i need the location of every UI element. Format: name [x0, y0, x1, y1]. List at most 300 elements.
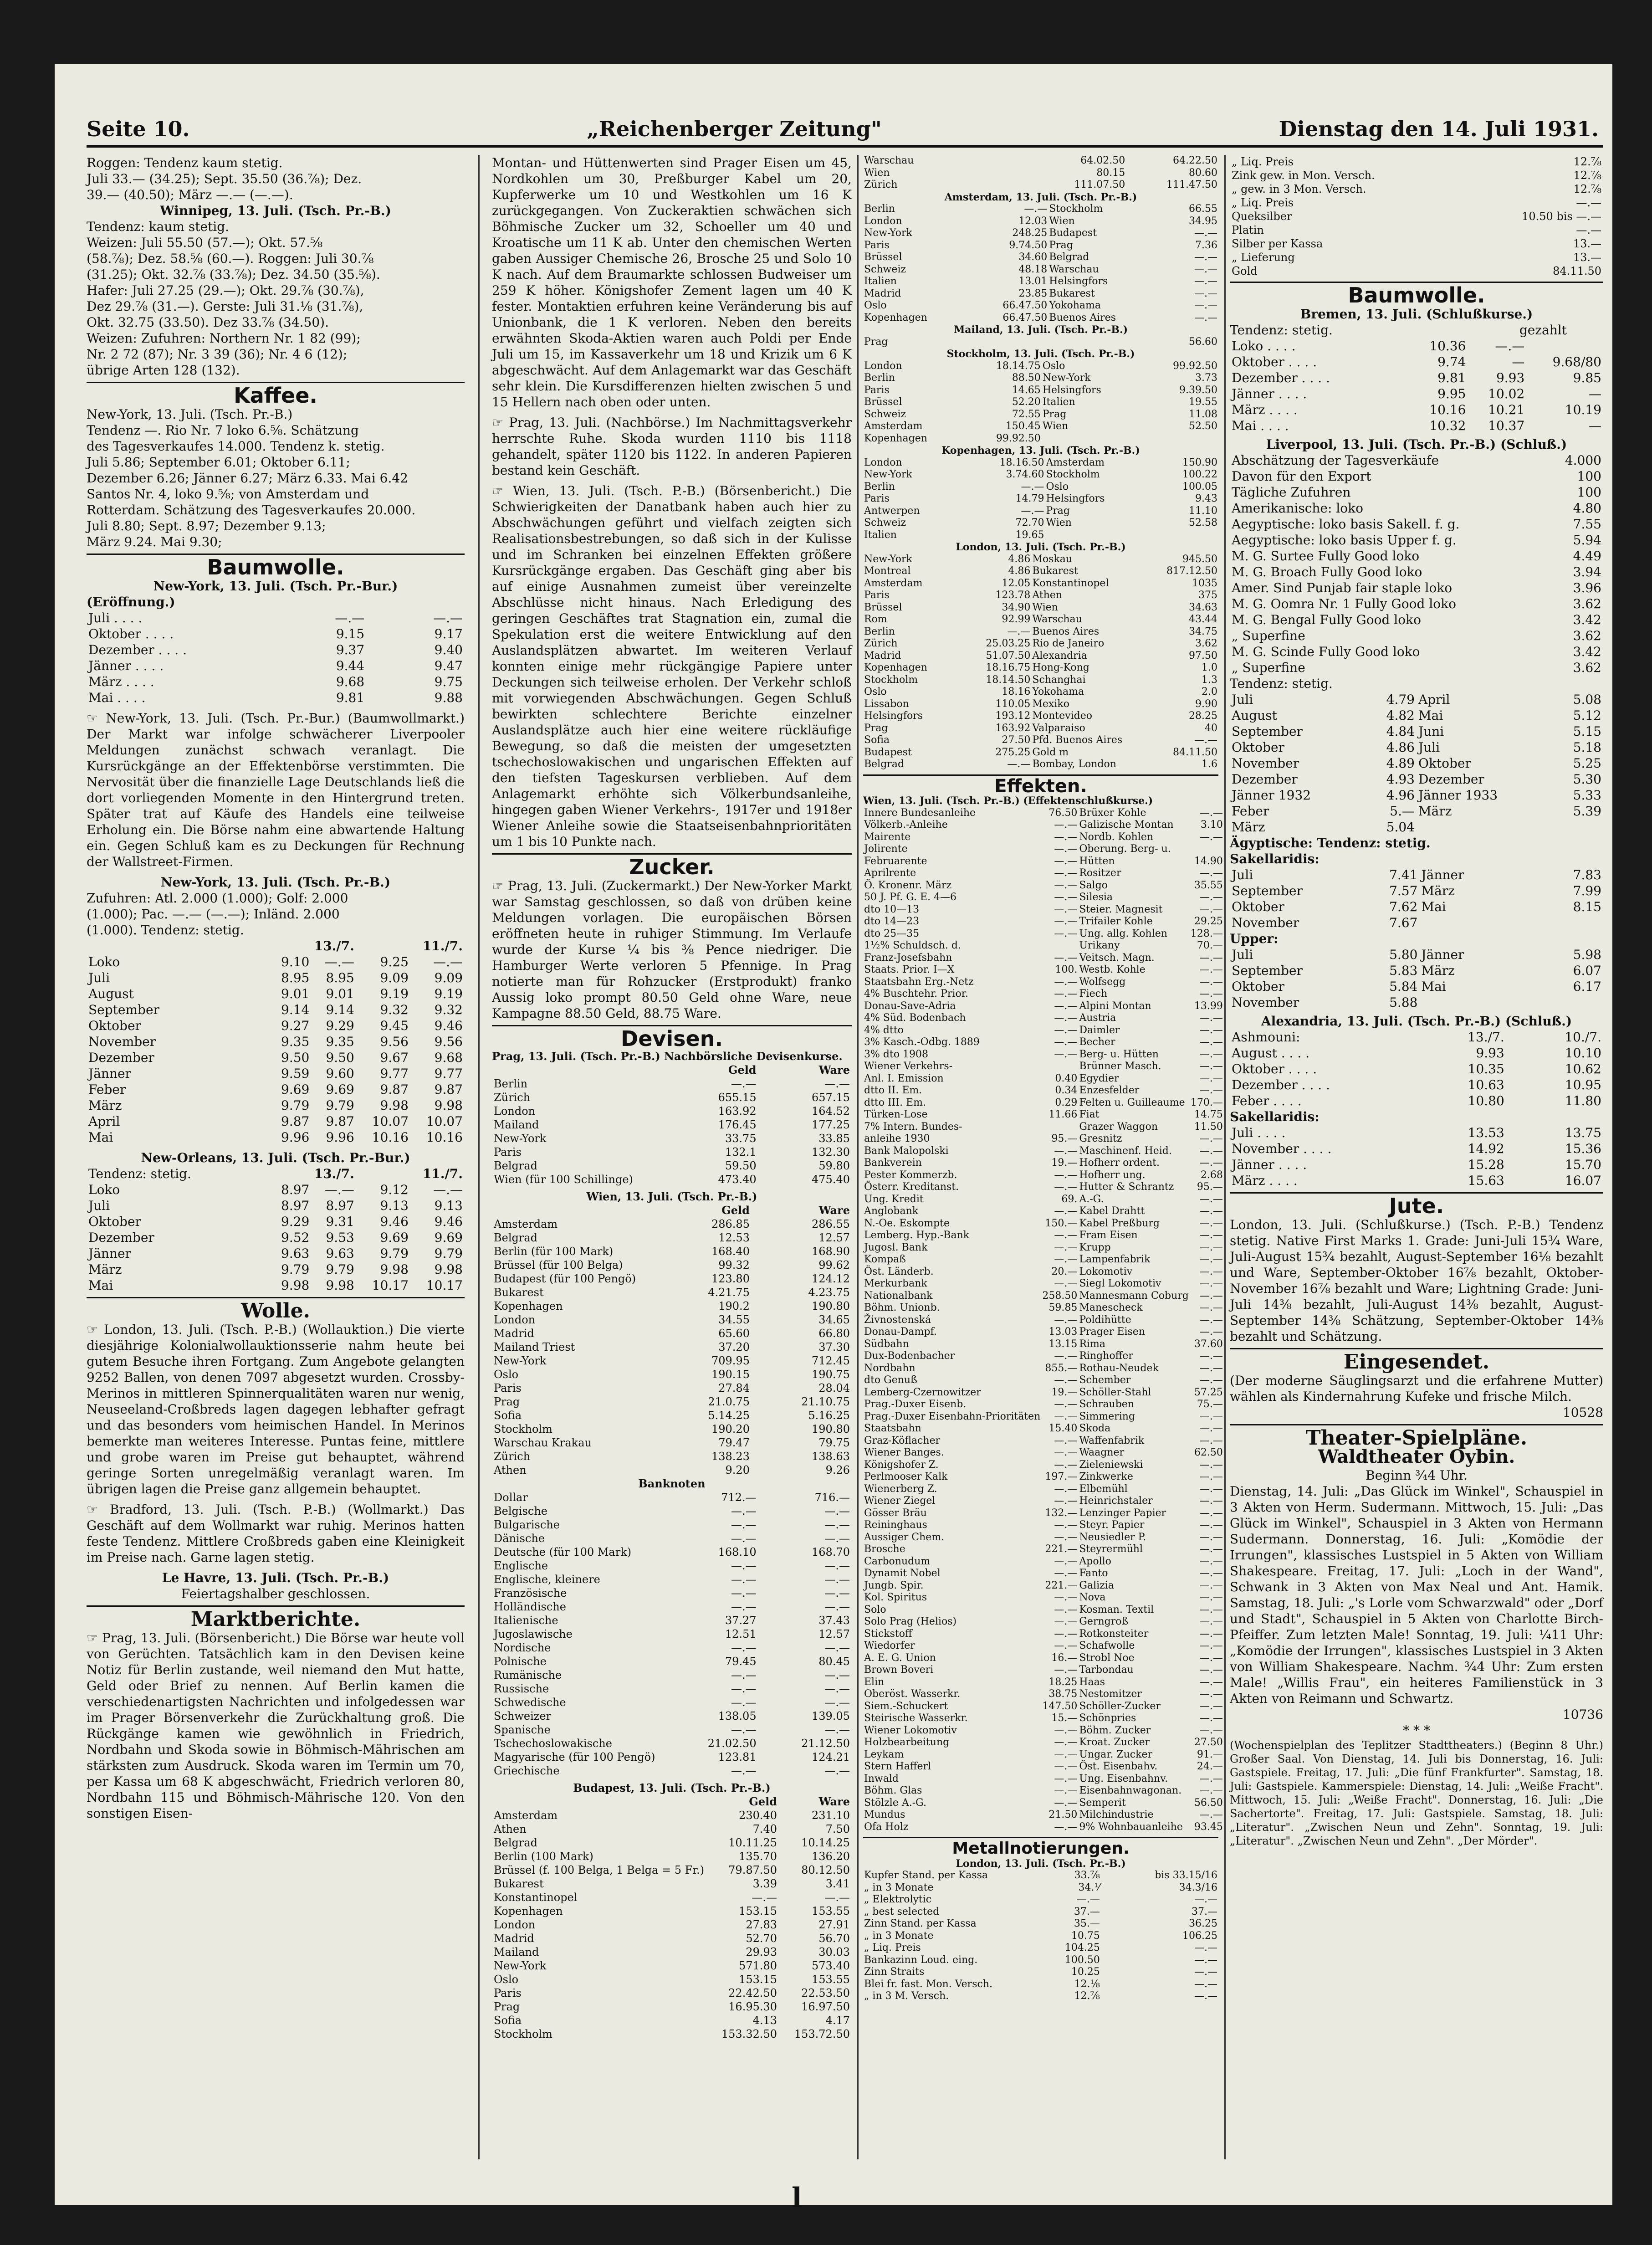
table-row [492, 1668, 852, 1682]
table-label-cell: Maschinenf. Heid. [1079, 1145, 1172, 1157]
table-label-cell: Oslo [494, 1368, 519, 1381]
table-row [863, 1954, 1218, 1967]
table-label-cell: Oslo [864, 300, 887, 311]
table-value-cell: —.— [1199, 1302, 1223, 1313]
table-label-cell: Steirische Wasserkr. [864, 1712, 968, 1724]
table-value-cell: 124.12 [812, 1272, 850, 1285]
table-value-cell: 9.13 [434, 1198, 463, 1213]
table-value-cell: 8.97 [281, 1182, 310, 1197]
table-value-cell: 9.12 [380, 1182, 409, 1197]
table-row [1230, 628, 1603, 644]
table-row [863, 1664, 1224, 1676]
table-row [863, 505, 1218, 518]
table-value-cell: 190.20 [711, 1423, 750, 1435]
table-value-cell: 168.90 [812, 1245, 850, 1258]
table-label-cell: Helsingfors [864, 710, 923, 722]
winnipeg-line: Nr. 2 72 (87); Nr. 3 39 (36); Nr. 4 6 (12); [87, 347, 348, 362]
table-label-cell: Prag [1046, 505, 1070, 517]
table-label-cell: Kroat. Zucker [1079, 1737, 1150, 1748]
table-label-cell: Pfd. Buenos Aires [1032, 734, 1123, 746]
table-value-cell: 37.60 [1194, 1338, 1223, 1350]
table-label-cell: Amsterdam [494, 1809, 558, 1822]
table-row [1230, 237, 1603, 251]
table-row [863, 1459, 1224, 1471]
table-label-cell: Italien [864, 529, 897, 541]
table-row [863, 1580, 1224, 1592]
table-label-cell: Schweiz [864, 517, 906, 528]
table-value-cell [1571, 915, 1603, 931]
table-value-cell: 11.08 [1189, 408, 1217, 420]
table-label-cell [1419, 994, 1571, 1010]
table-row [492, 1641, 852, 1655]
table-label-cell: Leykam [864, 1748, 904, 1760]
table-value-cell: 9.90 [1195, 698, 1217, 710]
table-label-cell: Stickstoff [864, 1628, 912, 1640]
table-value-cell: —.— [1199, 976, 1223, 988]
table-label-cell: M. G. Bengal Fully Good loko [1232, 612, 1421, 627]
table-value-cell: 34.3/16 [1179, 1881, 1217, 1893]
table-row [863, 240, 1218, 252]
devisen-wien-table [492, 1204, 852, 1477]
table-label-cell: Hofherr ung. [1079, 1169, 1146, 1181]
table-row [863, 1761, 1224, 1773]
table-value-cell: 64.22.50 [1173, 155, 1217, 166]
markt-text: ☞ Prag, 13. Juli. (Börsenbericht.) Die Börse war heute voll von Gerüchten. Tatsächlich kam in den Devisen keine Notiz für Berlin zustande, weil niemand den Mut hatte, Geld oder Brief zu nennen. Auf Berlin kamen die verschiedenartigsten Nachrichten und infolgedessen war im Prager Börsenverkehr die Zurückhaltung groß. Die Rückgänge kamen wie gewöhnlich in Friedrich, Nordbahn und Skoda sowie in Böhmisch-Mährischen am stärksten zum Ausdruck. Skoda waren im Termin um 70, per Kassa um 68 K abgeschwächt, Friedrich verloren 80, Nordbahn 115 und Böhmisch-Mährische 120. Von den sonstigen Eisen- [87, 1630, 465, 1821]
table-label-cell: Bulgarische [494, 1518, 560, 1531]
table-label-cell: Apollo [1079, 1555, 1111, 1567]
table-value-cell: 27.84 [718, 1382, 750, 1394]
table-value-cell: 80.45 [818, 1655, 850, 1668]
table-value-cell: 9.46 [434, 1018, 463, 1033]
table-row [1230, 1125, 1603, 1141]
table-label-cell: Strobl Noe [1079, 1652, 1135, 1664]
table-row [863, 1737, 1224, 1749]
table-label-cell: Belgrad [1049, 251, 1089, 263]
table-row [492, 1159, 852, 1173]
table-value-cell: 9.10 [281, 954, 310, 969]
table-label-cell: Semperit [1079, 1797, 1126, 1809]
table-value-cell: 4.49 [1573, 548, 1601, 564]
table-value-cell: 197.— [1045, 1471, 1078, 1482]
table-row [863, 1145, 1224, 1158]
table-label-cell: Jänner [1421, 867, 1464, 882]
table-row [863, 819, 1224, 831]
table-value-cell: —.— [1054, 879, 1078, 891]
table-label-cell: April [88, 1114, 120, 1129]
table-row [863, 481, 1218, 493]
liverpool-tendenz: Tendenz: stetig. [1230, 676, 1333, 691]
table-value-cell: 13.01 [1018, 276, 1048, 287]
table-value-cell: 75.— [1197, 1399, 1223, 1410]
table-label-cell: Italien [1042, 396, 1075, 408]
table-value-cell: 4.000 [1565, 453, 1601, 468]
table-row [492, 1077, 852, 1091]
table-value-cell: —.— [1054, 867, 1078, 879]
table-label-cell: April [1418, 692, 1450, 707]
table-label-cell: Oberung. Berg- u. [1079, 843, 1171, 855]
table-value-cell: —.— [1054, 1519, 1078, 1531]
table-value-cell: 655.15 [718, 1091, 757, 1104]
table-row [1230, 755, 1603, 771]
table-value-cell: 4.89 [1386, 756, 1415, 771]
table-row [1230, 963, 1603, 979]
table-label-cell: Jungb. Spir. [864, 1579, 924, 1591]
table-value-cell: 18.16.75 [986, 662, 1031, 673]
table-label-cell: September [88, 1002, 159, 1017]
table-value-cell: 12.⅞ [1573, 155, 1601, 168]
table-label-cell: Kol. Spiritus [864, 1592, 927, 1603]
table-label-cell: London [864, 360, 902, 372]
table-label-cell: November [1232, 915, 1299, 930]
table-label-cell: Kosman. Textil [1079, 1604, 1154, 1615]
table-value-cell: 22.42.50 [728, 1987, 777, 1999]
table-value-cell: —.— [1054, 903, 1078, 915]
table-header-row [87, 1166, 465, 1182]
table-label-cell: Dynamit Nobel [864, 1568, 941, 1579]
table-row [1230, 819, 1603, 835]
table-value-cell: 221.— [1045, 1579, 1078, 1591]
table-row [1230, 370, 1603, 386]
table-value-cell: —.— [1199, 1205, 1223, 1217]
table-value-cell: 19.— [1051, 1386, 1078, 1398]
table-value-cell: —.— [1199, 1036, 1223, 1048]
table-value-cell: 9.19 [434, 986, 463, 1001]
table-value-cell: 9.93 [1476, 1046, 1504, 1061]
table-value-cell: —.— [1054, 1773, 1078, 1784]
table-value-cell: 139.05 [812, 1710, 850, 1722]
jute-title: Jute. [1389, 1194, 1444, 1218]
ny-cotton-sub: (Eröffnung.) [87, 595, 175, 610]
table-value-cell: 153.55 [812, 1973, 850, 1986]
table-value-cell: 132.— [1045, 1507, 1078, 1519]
table-row [863, 1568, 1224, 1580]
table-label-cell: Holländische [494, 1600, 566, 1613]
table-label-cell: Berg- u. Hütten [1079, 1048, 1159, 1060]
table-label-cell: Steyrermühl [1079, 1543, 1143, 1555]
table-label-cell: Rotkonsteiter [1079, 1628, 1149, 1640]
table-label-cell: Rositzer [1079, 867, 1121, 879]
table-value-cell: 190.80 [812, 1300, 850, 1312]
table-value-cell: —.— [1199, 1410, 1223, 1422]
table-label-cell: Zürich [864, 638, 898, 649]
table-label-cell: Zinkwerke [1079, 1471, 1133, 1482]
table-value-cell: 231.10 [812, 1809, 850, 1822]
table-row [863, 420, 1218, 433]
table-label-cell: Madrid [494, 1932, 534, 1945]
table-value-cell: —.— [1199, 1423, 1223, 1434]
table-value-cell: —.— [1199, 1278, 1223, 1289]
table-row [492, 1504, 852, 1518]
table-value-cell: 9.43 [1195, 493, 1217, 504]
table-value-cell: 9.32 [380, 1002, 409, 1017]
table-value-cell: —.— [1199, 1809, 1223, 1820]
table-value-cell: 5.08 [1573, 692, 1601, 707]
table-label-cell: Dux-Bodenbacher [864, 1350, 955, 1362]
table-value-cell: 0.34 [1055, 1085, 1078, 1096]
table-value-cell: 66.47.50 [1002, 300, 1048, 311]
table-value-cell: —.— [1199, 1495, 1223, 1507]
table-label-cell: Athen [494, 1464, 527, 1476]
table-value-cell: —.— [824, 1587, 850, 1599]
table-value-cell: 9.81 [336, 690, 365, 705]
table-value-cell: 10.16 [1429, 402, 1466, 417]
table-value-cell: 9.69 [326, 1082, 354, 1097]
table-value-cell: 8.15 [1573, 899, 1601, 914]
table-value-cell: 104.25 [1064, 1942, 1100, 1953]
table-value-cell: 66.55 [1189, 203, 1217, 215]
table-row [863, 312, 1218, 324]
table-value-cell: 18.14.50 [986, 674, 1031, 686]
table-label-cell: Jänner [88, 1246, 131, 1261]
table-value-cell: 136.20 [812, 1850, 850, 1863]
table-value-cell: 100 [1577, 485, 1601, 500]
table-value-cell: 4.86 [1008, 565, 1031, 577]
table-label-cell: Lemberg-Czernowitzer [864, 1386, 981, 1398]
table-value-cell: 5.15 [1573, 724, 1601, 739]
table-label-cell: Bankazinn Loud. eing. [864, 1954, 978, 1966]
bremen-table [1230, 338, 1603, 434]
table-value-cell: —.— [1194, 734, 1217, 746]
table-value-cell: —.— [1199, 1048, 1223, 1060]
table-value-cell: —.— [1054, 1483, 1078, 1495]
table-value-cell: —.— [824, 1669, 850, 1681]
table-value-cell: 1035 [1192, 577, 1217, 589]
table-label-cell: Gösser Bräu [864, 1507, 927, 1519]
table-value-cell: 275.25 [995, 746, 1031, 758]
grain-line: 39.— (40.50); März —.— (—.—). [87, 187, 293, 202]
table-label-cell: Veitsch. Magn. [1079, 952, 1155, 964]
table-row [863, 1350, 1224, 1363]
table-row [863, 433, 1218, 445]
table-value-cell: 4.96 [1386, 788, 1415, 803]
table-label-cell: März [1421, 883, 1455, 898]
table-label-cell: Prager Eisen [1079, 1326, 1145, 1338]
table-value-cell: 5.25 [1573, 756, 1601, 771]
table-value-cell: —.— [1054, 1748, 1078, 1760]
table-value-cell: 4.21.75 [708, 1286, 750, 1299]
theater-title: Theater-Spielpläne. [1305, 1426, 1528, 1450]
table-value-cell: 5.39 [1573, 804, 1601, 819]
table-value-cell: 709.95 [711, 1354, 750, 1367]
table-label-cell: Silesia [1079, 892, 1113, 903]
table-value-cell: 3.42 [1573, 644, 1601, 659]
table-row [492, 1491, 852, 1504]
table-value-cell: 5.30 [1573, 772, 1601, 787]
table-value-cell: 12.⅞ [1074, 1990, 1100, 2002]
table-value-cell: 5.14.25 [708, 1409, 750, 1422]
table-value-cell: —.— [1194, 1894, 1217, 1905]
table-value-cell: 1.0 [1202, 662, 1217, 673]
table-value-cell: 93.45 [1194, 1821, 1223, 1833]
table-value-cell: 92.99 [1002, 614, 1031, 625]
column-2 [492, 155, 852, 2159]
table-label-cell: Amsterdam [864, 577, 923, 589]
table-value-cell: 56.50 [1194, 1797, 1223, 1809]
table-value-cell: —.— [1054, 1797, 1078, 1809]
new-orleans-table [87, 1166, 465, 1293]
table-label-cell: Feber [1232, 804, 1269, 819]
table-label-cell: Prag [864, 722, 888, 734]
table-label-cell: Sofia [494, 2014, 522, 2027]
markt-title: Marktberichte. [190, 1608, 361, 1631]
table-value-cell: 10.11.25 [728, 1836, 777, 1849]
table-value-cell: 9.77 [434, 1066, 463, 1081]
table-row [863, 1012, 1224, 1025]
table-label-cell: Rom [864, 614, 887, 625]
amsterdam-table [863, 203, 1218, 324]
table-value-cell: 5.18 [1573, 740, 1601, 755]
table-row [863, 1169, 1224, 1182]
table-row [492, 1145, 852, 1159]
table-row [492, 1904, 852, 1918]
table-label-cell: Lampenfabrik [1079, 1254, 1151, 1265]
table-row [492, 1231, 852, 1245]
table-label-cell: Stockholm [494, 1423, 552, 1435]
table-value-cell: —.— [824, 1723, 850, 1736]
table-label-cell: Kopenhagen [494, 1905, 563, 1917]
table-value-cell: 79.45 [725, 1655, 757, 1668]
table-label-cell: Zink gew. in Mon. Versch. [1232, 169, 1375, 182]
table-label-cell: Ung. allg. Kohlen [1079, 928, 1167, 939]
table-row [863, 1205, 1224, 1218]
table-row [492, 1368, 852, 1381]
table-value-cell: 9.79 [326, 1098, 354, 1113]
table-value-cell: 657.15 [812, 1091, 850, 1104]
table-label-cell: Aegyptische: loko basis Upper f. g. [1232, 533, 1457, 548]
table-row [87, 1261, 465, 1277]
table-value-cell: 15.— [1051, 1712, 1078, 1724]
table-label-cell: dtto III. Em. [864, 1097, 926, 1108]
table-label-cell: September [1232, 963, 1303, 978]
table-label-cell: „ in 3 M. Versch. [864, 1990, 949, 2002]
table-row [863, 1918, 1218, 1930]
table-value-cell: 37.20 [718, 1341, 750, 1353]
table-value-cell: —.— [1199, 1688, 1223, 1700]
table-label-cell: Wien [864, 167, 890, 179]
table-label-cell: Jänner 1932 [1232, 788, 1311, 803]
table-value-cell: 79.75 [818, 1436, 850, 1449]
table-value-cell: 59.85 [1048, 1302, 1078, 1313]
table-value-cell: —.— [1199, 1543, 1223, 1555]
table-label-cell: Zürich [864, 179, 898, 190]
table-row [492, 1986, 852, 2000]
table-label-cell: Valparaiso [1032, 722, 1085, 734]
table-value-cell: —.— [1054, 1459, 1078, 1471]
table-value-cell: 10.37 [1488, 418, 1525, 433]
table-value-cell: 9.77 [380, 1066, 409, 1081]
table-value-cell: 19.65 [1015, 529, 1044, 541]
table-label-cell: Manescheck [1079, 1302, 1143, 1313]
table-value-cell: 28.25 [1189, 710, 1217, 722]
table-value-cell: 30.03 [818, 1946, 850, 1958]
table-value-cell: —.— [1054, 976, 1078, 988]
table-row [87, 1198, 465, 1214]
table-row [492, 1891, 852, 1904]
table-value-cell: 712.— [721, 1491, 757, 1504]
table-label-cell: September [1232, 724, 1303, 739]
section-rule [863, 1837, 1218, 1838]
bremen-tendenz: Tendenz: stetig. [1230, 323, 1333, 338]
table-value-cell: — [1512, 354, 1525, 369]
table-value-cell: 99.32 [718, 1259, 750, 1271]
table-value-cell: —.— [1021, 481, 1044, 492]
table-value-cell: 13.15 [1048, 1338, 1078, 1350]
table-label-cell: Feber . . . . [1232, 1093, 1302, 1108]
table-value-cell: 5.04 [1386, 820, 1415, 835]
winnipeg-heading: Winnipeg, 13. Juli. (Tsch. Pr.-B.) [160, 203, 391, 218]
table-row [492, 1959, 852, 1973]
table-label-cell: Urikany [1079, 940, 1120, 951]
table-label-cell: Oslo [864, 686, 887, 697]
table-value-cell: —.— [824, 1505, 850, 1517]
table-value-cell: 9.50 [281, 1050, 310, 1065]
kaffee-line: Santos Nr. 4, loko 9.⅝; von Amsterdam und [87, 487, 369, 502]
table-row [87, 674, 465, 690]
table-row [87, 1034, 465, 1050]
table-label-cell: Moskau [1032, 553, 1073, 565]
table-label-cell: Stockholm [1046, 469, 1100, 480]
table-row [863, 1990, 1218, 2003]
table-value-cell: 1.6 [1202, 759, 1217, 770]
table-value-cell: —.— [1054, 1447, 1078, 1458]
table-label-cell: „ gew. in 3 Mon. Versch. [1232, 183, 1366, 195]
table-value-cell: 9.79 [380, 1246, 409, 1261]
table-value-cell: 4.23.75 [808, 1286, 850, 1299]
table-value-cell: 10.19 [1565, 402, 1601, 417]
table-row [863, 1242, 1224, 1254]
table-label-cell: Buenos Aires [1032, 625, 1100, 637]
column-rule-2 [857, 155, 859, 2159]
table-label-cell: Nestomitzer [1079, 1688, 1142, 1700]
table-row [1230, 402, 1603, 418]
table-label-cell: Berlin [494, 1077, 528, 1090]
table-label-cell: Montevideo [1032, 710, 1092, 722]
table-label-cell: Mannesmann Coburg [1079, 1290, 1189, 1302]
winnipeg-line: Hafer: Juli 27.25 (29.—); Okt. 29.⅞ (30.⅞), [87, 283, 364, 298]
table-label-cell: Brüxer Kohle [1079, 807, 1146, 819]
table-header-cell: Geld [728, 1063, 757, 1076]
table-value-cell: —.— [1199, 1592, 1223, 1603]
alexandria-sak-table [1230, 1125, 1603, 1189]
table-value-cell: —.— [1199, 1314, 1223, 1326]
table-value-cell: 11.10 [1189, 505, 1217, 517]
devisen-title: Devisen. [621, 1026, 723, 1051]
table-row [1230, 1077, 1603, 1093]
table-value-cell: —.— [1054, 1724, 1078, 1736]
table-label-cell: Oslo [1042, 360, 1065, 372]
table-row [863, 1507, 1224, 1520]
table-row [87, 954, 465, 970]
table-value-cell: —.— [1054, 1640, 1078, 1651]
table-value-cell: 10.25 [1071, 1966, 1100, 1978]
table-label-cell: Austria [1079, 1012, 1116, 1024]
table-row [1230, 580, 1603, 596]
table-label-cell: Jänner [88, 1066, 131, 1081]
table-row [863, 1797, 1224, 1809]
table-row [863, 409, 1218, 421]
table-label-cell: Ö. Kronenr. März [864, 879, 952, 891]
table-value-cell: —.— [824, 1600, 850, 1613]
table-label-cell: Kompaß [864, 1254, 906, 1265]
table-label-cell: Platin [1232, 224, 1264, 236]
table-row [863, 1338, 1224, 1351]
table-value-cell: 100 [1577, 469, 1601, 484]
table-value-cell: 9.85 [1573, 370, 1601, 385]
aegypt-heading: Ägyptische: Tendenz: stetig. [1230, 835, 1431, 851]
table-header-cell: Geld [749, 1795, 777, 1808]
table-value-cell: 10.21 [1488, 402, 1525, 417]
table-value-cell: 9.32 [434, 1002, 463, 1017]
